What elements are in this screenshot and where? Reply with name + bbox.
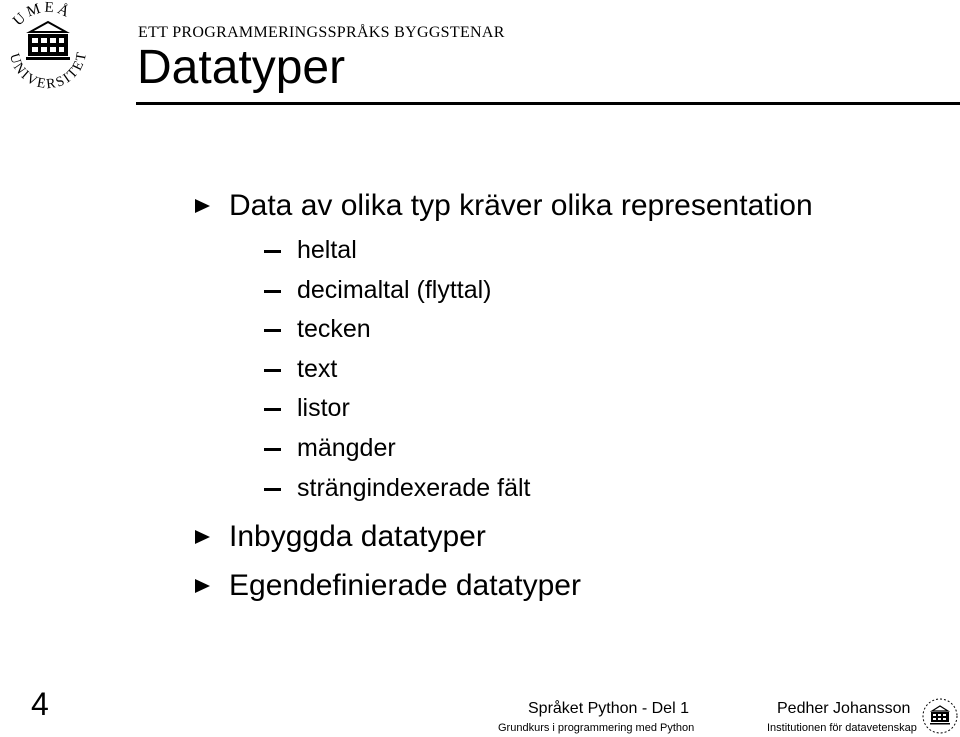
dash-icon: [264, 329, 281, 332]
dash-icon: [264, 488, 281, 491]
footer-department: Institutionen för datavetenskap: [767, 722, 917, 734]
page-number: 4: [31, 686, 49, 722]
dash-icon: [264, 448, 281, 451]
section-supertitle: ETT PROGRAMMERINGSSPRÅKS BYGGSTENAR: [138, 24, 505, 41]
svg-text:UMEÅ: UMEÅ: [10, 0, 75, 30]
footer-course-title: Språket Python - Del 1: [528, 700, 689, 717]
university-logo: [0, 0, 96, 96]
dash-icon: [264, 290, 281, 293]
university-logo-small: [920, 695, 960, 737]
sub-item-text: tecken: [297, 315, 371, 343]
sub-item-text: strängindexerade fält: [297, 474, 531, 502]
bullet-triangle-icon: [195, 530, 210, 544]
bullet-text: Inbyggda datatyper: [229, 520, 486, 553]
svg-text:UNIVERSITET: UNIVERSITET: [5, 49, 91, 93]
sub-item-text: mängder: [297, 434, 396, 462]
sub-item-text: text: [297, 355, 338, 383]
footer-author: Pedher Johansson: [777, 700, 911, 717]
bullet-triangle-icon: [195, 579, 210, 593]
bullet-text: Egendefinierade datatyper: [229, 569, 581, 602]
bullet-text: Data av olika typ kräver olika representation: [229, 189, 813, 222]
page-title: Datatyper: [137, 41, 346, 94]
title-divider: [136, 102, 960, 105]
bullet-triangle-icon: [195, 199, 210, 213]
dash-icon: [264, 408, 281, 411]
sub-item-text: heltal: [297, 236, 357, 264]
dash-icon: [264, 369, 281, 372]
sub-item-text: listor: [297, 394, 350, 422]
sub-item-text: decimaltal (flyttal): [297, 276, 492, 304]
footer-course-name: Grundkurs i programmering med Python: [498, 722, 695, 734]
dash-icon: [264, 250, 281, 253]
